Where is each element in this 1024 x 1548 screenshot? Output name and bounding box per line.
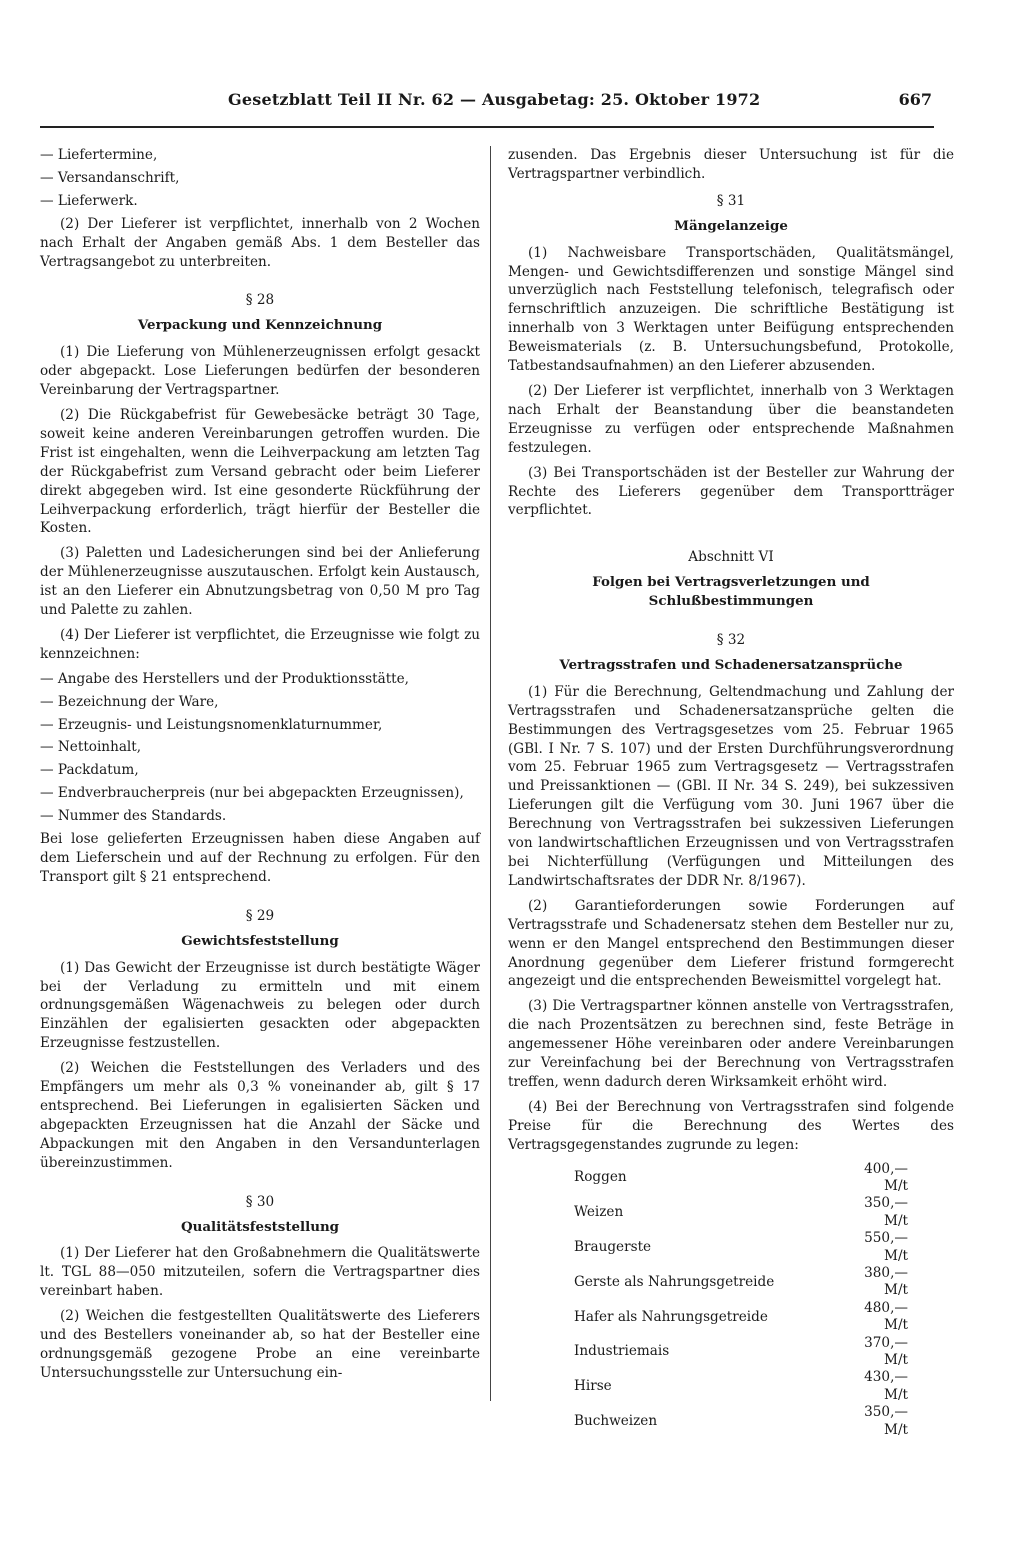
- delivery-data-list: [40, 146, 480, 211]
- paragraph: (3) Die Vertragspartner können anstelle von Vertragsstrafen, die nach Prozentsätzen zu berechnen sind, feste Beträge in angemessener Höhe vereinbaren oder andere Vereinbarungen zur Vereinfachung bei der Berechnung von Vertragsstrafen treffen, wenn dadurch deren Wirksamkeit erhöht wird.: [508, 998, 954, 1090]
- paragraph: (1) Für die Berechnung, Geltendmachung und Zahlung der Vertragsstrafen und Schadenersatzansprüche gelten die Bestimmungen des Vertragsgesetzes vom 25. Februar 1965 (GBl. I Nr. 7 S. 107) und der Ersten Durchführungsverordnung vom 25. Februar 1965 zum Vertragsgesetz — Vertragsstrafen und Preissanktionen — (GBl. II Nr. 34 S. 249), bei sukzessiven Lieferungen gilt die Verfügung vom 30. Juni 1967 über die Berechnung von Vertragsstrafen bei sukzessiven Lieferungen von landwirtschaftlichen Erzeugnissen und von Vertragsstrafen bei Nichterfüllung (Verfügungen und Mitteilungen des Landwirtschaftsrates der DDR Nr. 8/1967).: [508, 683, 954, 889]
- left-column: [40, 146, 480, 1389]
- section-title-31: Mängelanzeige: [674, 217, 788, 234]
- grain-name: Hafer als Nahrungsgetreide: [574, 1308, 768, 1325]
- section-number-30: § 30: [245, 1193, 275, 1210]
- paragraph: (3) Paletten und Ladesicherungen sind bei der Anlieferung der Mühlenerzeugnisse auszutauschen. Erfolgt kein Austausch, ist an den Lieferer ein Abnutzungsbetrag von 0,50 M pro Tag und Palette zu zahlen.: [40, 545, 480, 619]
- section-title-29: Gewichtsfeststellung: [181, 932, 339, 949]
- table-row: [574, 1335, 908, 1370]
- grain-name: Braugerste: [574, 1238, 652, 1255]
- paragraph: (2) Die Rückgabefrist für Gewebesäcke beträgt 30 Tage, soweit keine anderen Vereinbarungen getroffen wurden. Die Frist ist eingehalten, wenn die Leihverpackung am letzten Tag der Rückgabefrist zum Versand gebracht oder beim Lieferer direkt abgegeben wird. Ist eine gesonderte Rückführung der Leihverpackung erforderlich, trägt hierfür der Besteller die Kosten.: [40, 406, 480, 537]
- table-row: [574, 1161, 908, 1196]
- table-row: [574, 1404, 908, 1439]
- grain-name: Hirse: [574, 1378, 612, 1395]
- grain-price: 370,— M/t: [864, 1334, 908, 1369]
- section-number-31: § 31: [716, 192, 746, 209]
- paragraph: (1) Der Lieferer hat den Großabnehmern die Qualitätswerte lt. TGL 88—050 mitzuteilen, sofern die Vertragspartner dies vereinbart haben.: [40, 1245, 480, 1300]
- grain-price: 430,— M/t: [864, 1369, 908, 1403]
- right-column: [508, 146, 954, 1439]
- section-number-29: § 29: [245, 907, 275, 924]
- page-number: 667: [898, 90, 932, 109]
- paragraph: Bei lose gelieferten Erzeugnissen haben diese Angaben auf dem Lieferschein und auf der Rechnung zu erfolgen. Für den Transport gilt § 21 entsprechend.: [40, 831, 480, 885]
- grain-price: 480,— M/t: [864, 1299, 908, 1334]
- chapter-number: Abschnitt VI: [688, 549, 774, 566]
- paragraph: (2) Garantieforderungen sowie Forderungen auf Vertragsstrafe und Schadenersatz stehen dem Besteller nur zu, wenn er den Mangel entsprechend den Bestimmungen dieser Anordnung gegenüber dem Lieferer fristund formgerecht angezeigt und die entsprechenden Beweismittel vorgelegt hat.: [508, 897, 954, 990]
- list-item: — Versandanschrift,: [40, 169, 180, 186]
- chapter-title: Folgen bei Vertragsverletzungen und Schlußbestimmungen: [592, 574, 870, 610]
- paragraph: (4) Bei der Berechnung von Vertragsstrafen sind folgende Preise für die Berechnung des Wertes des Vertragsgegenstandes zugrunde zu legen:: [508, 1098, 954, 1153]
- paragraph: zusenden. Das Ergebnis dieser Untersuchung ist für die Vertragspartner verbindlich.: [508, 147, 954, 182]
- table-row: [574, 1369, 908, 1404]
- paragraph: (1) Die Lieferung von Mühlenerzeugnissen erfolgt gesackt oder abgepackt. Lose Lieferungen bedürfen der besonderen Vereinbarung der Vertragspartner.: [40, 344, 480, 399]
- table-row: [574, 1230, 908, 1265]
- section-title-30: Qualitätsfeststellung: [180, 1218, 340, 1235]
- list-item: — Nettoinhalt,: [40, 739, 142, 756]
- list-item: — Endverbraucherpreis (nur bei abgepackten Erzeugnissen),: [40, 785, 464, 802]
- list-item: — Liefertermine,: [40, 147, 158, 163]
- list-item: — Nummer des Standards.: [40, 808, 227, 825]
- grain-name: Buchweizen: [574, 1412, 658, 1429]
- paragraph: (2) Weichen die festgestellten Qualitätswerte des Lieferers und des Bestellers voneinander ab, so hat der Besteller eine ordnungsgemäß gezogene Probe an eine vereinbarte Untersuchungsstelle zur Untersuchung ein-: [40, 1308, 480, 1381]
- labeling-list: [40, 670, 480, 826]
- column-divider: [490, 146, 491, 1401]
- grain-price: 400,— M/t: [864, 1160, 908, 1194]
- section-number-32: § 32: [716, 632, 746, 649]
- paragraph: (2) Weichen die Feststellungen des Verladers und des Empfängers um mehr als 0,3 % voneinander ab, gilt § 17 entsprechend. Bei Lieferungen in egalisierten Säcken und abgepackten Erzeugnissen hat die Anzahl der Säcke und Abpackungen mit den Angaben in den Versandunterlagen übereinzustimmen.: [40, 1060, 480, 1171]
- paragraph: (1) Nachweisbare Transportschäden, Qualitätsmängel, Mengen- und Gewichtsdifferenzen und sonstige Mängel sind unverzüglich nach Feststellung telefonisch, telegrafisch oder fernschriftlich anzuzeigen. Die schriftliche Bestätigung ist innerhalb von 3 Werktagen unter Beifügung entsprechenden Beweismaterials (z. B. Untersuchungsbefund, Protokolle, Tatbestandsaufnahmen) an den Lieferer abzusenden.: [508, 244, 954, 375]
- paragraph: (2) Der Lieferer ist verpflichtet, innerhalb von 2 Wochen nach Erhalt der Angaben gemäß Abs. 1 dem Besteller das Vertragsangebot zu unterbreiten.: [40, 215, 480, 270]
- paragraph: (2) Der Lieferer ist verpflichtet, innerhalb von 3 Werktagen nach Erhalt der Beanstandung über die beanstandeten Erzeugnisse zu verfügen oder entsprechende Maßnahmen festzulegen.: [508, 382, 954, 456]
- section-title-32: Vertragsstrafen und Schadenersatzansprüche: [559, 656, 903, 673]
- table-row: [574, 1300, 908, 1335]
- grain-name: Weizen: [574, 1204, 624, 1221]
- header-title: Gesetzblatt Teil II Nr. 62 — Ausgabetag: 25. Oktober 1972: [228, 90, 761, 109]
- paragraph: (3) Bei Transportschäden ist der Besteller zur Wahrung der Rechte des Lieferers gegenüber dem Transportträger verpflichtet.: [508, 464, 954, 519]
- section-title-28: Verpackung und Kennzeichnung: [137, 317, 383, 334]
- grain-price: 350,— M/t: [864, 1195, 908, 1229]
- paragraph: (4) Der Lieferer ist verpflichtet, die Erzeugnisse wie folgt zu kennzeichnen:: [40, 626, 480, 662]
- page-header: [40, 86, 934, 128]
- grain-price: 350,— M/t: [864, 1404, 908, 1438]
- grain-name: Industriemais: [574, 1343, 670, 1360]
- grain-name: Gerste als Nahrungsgetreide: [574, 1273, 775, 1290]
- grain-price: 550,— M/t: [864, 1230, 908, 1264]
- list-item: — Erzeugnis- und Leistungsnomenklaturnummer,: [40, 716, 383, 733]
- price-table: [574, 1161, 908, 1440]
- grain-price: 380,— M/t: [864, 1265, 908, 1299]
- section-number-28: § 28: [245, 292, 275, 309]
- list-item: — Lieferwerk.: [40, 192, 138, 209]
- grain-name: Roggen: [574, 1169, 627, 1186]
- list-item: — Angabe des Herstellers und der Produktionsstätte,: [40, 670, 410, 687]
- paragraph: (1) Das Gewicht der Erzeugnisse ist durch bestätigte Wäger bei der Verladung zu ermitteln und mit einem ordnungsgemäßen Wägenachweis zu belegen oder durch Einzählen der egalisierten gesackten oder abgepackten Erzeugnisse festzustellen.: [40, 959, 480, 1052]
- list-item: — Bezeichnung der Ware,: [40, 693, 219, 710]
- list-item: — Packdatum,: [40, 762, 139, 779]
- table-row: [574, 1265, 908, 1300]
- table-row: [574, 1195, 908, 1230]
